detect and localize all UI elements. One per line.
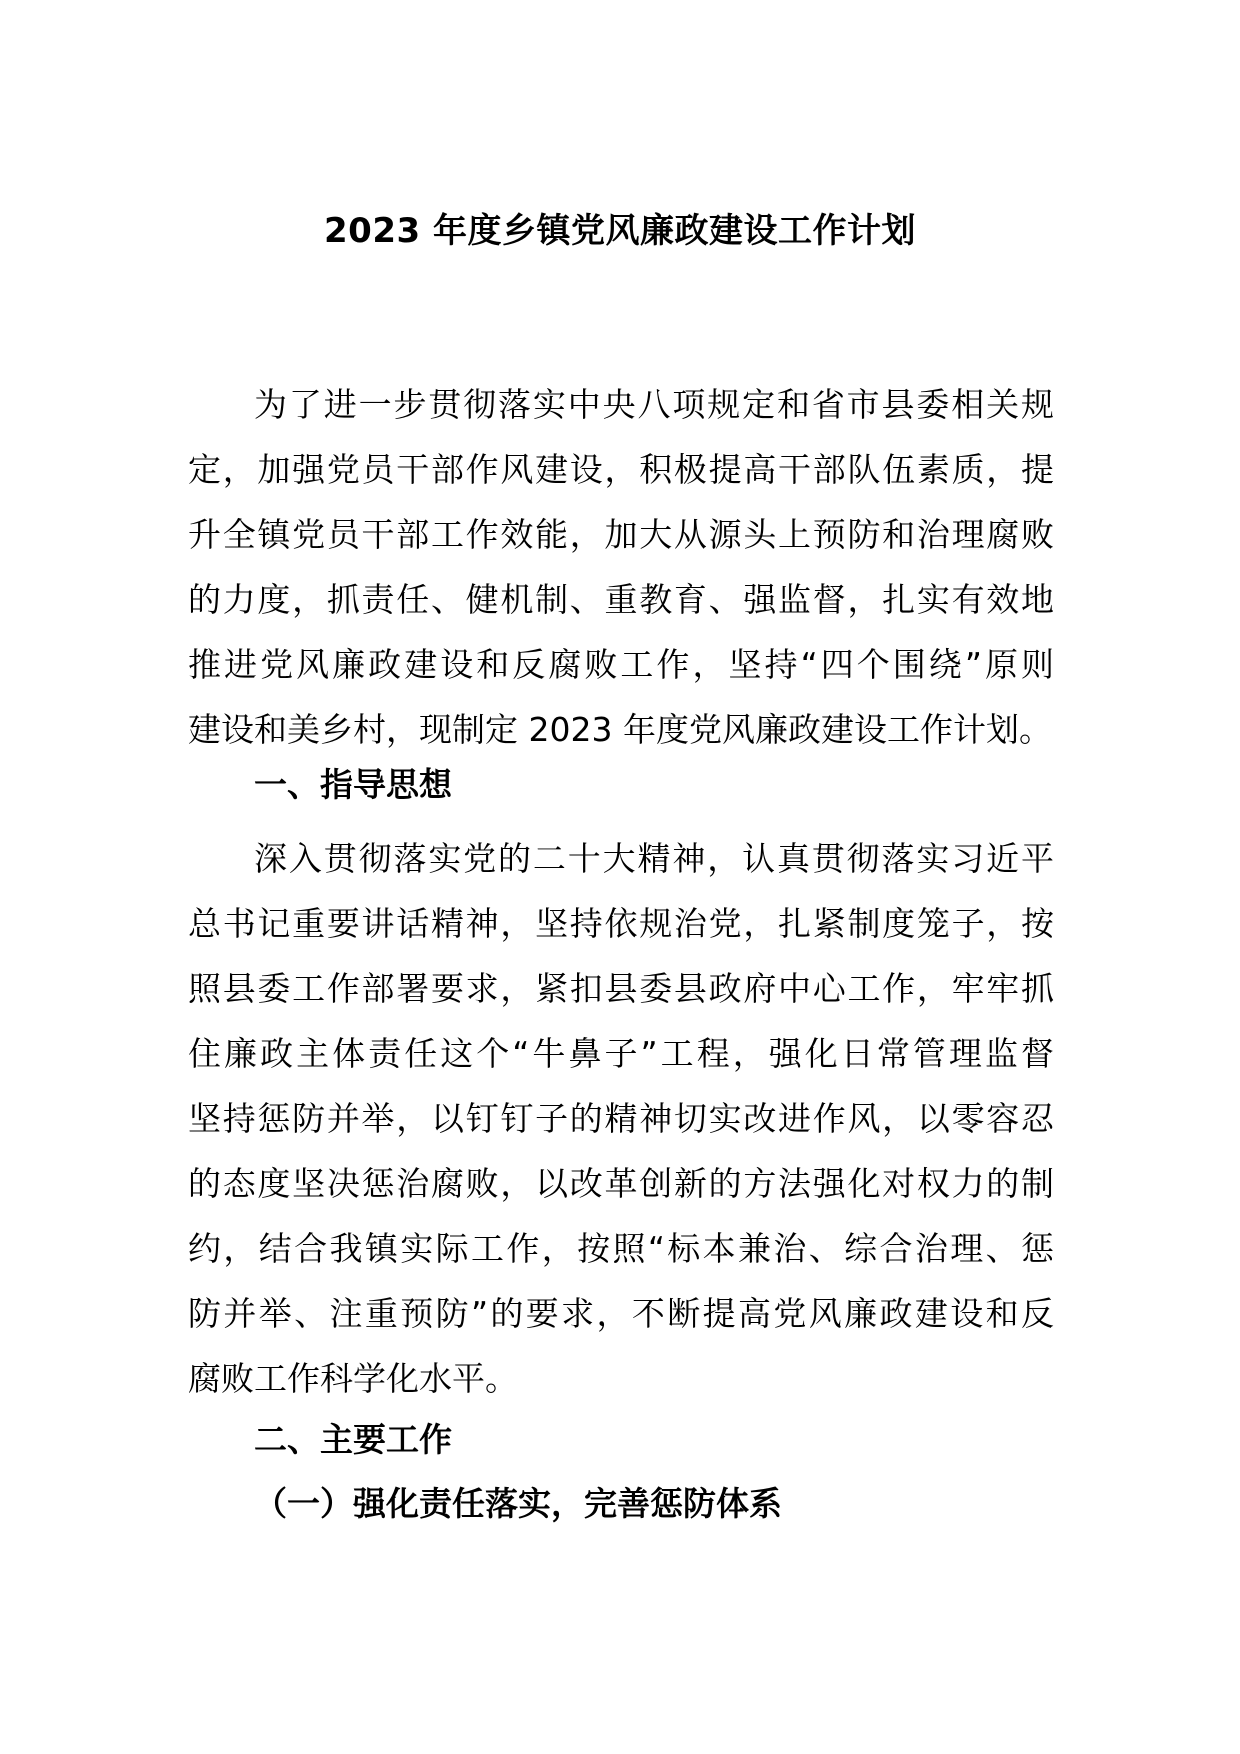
paragraph-line: 防并举、注重预防”的要求，不断提高党风廉政建设和反: [188, 1294, 1054, 1333]
section-heading-main-work: 二、主要工作: [254, 1420, 452, 1459]
intro-line: 推进党风廉政建设和反腐败工作，坚持“四个围绕”原则: [188, 645, 1054, 684]
paragraph-line: 的态度坚决惩治腐败，以改革创新的方法强化对权力的制: [188, 1164, 1054, 1203]
intro-paragraph: [188, 372, 1054, 762]
paragraph-line: 总书记重要讲话精神，坚持依规治党，扎紧制度笼子，按: [188, 904, 1054, 943]
intro-line: 的力度，抓责任、健机制、重教育、强监督，扎实有效地: [188, 580, 1054, 619]
section-heading-guiding-ideology: 一、指导思想: [254, 765, 452, 804]
intro-line: 为了进一步贯彻落实中央八项规定和省市县委相关规: [254, 385, 1054, 424]
paragraph-line: 坚持惩防并举，以钉钉子的精神切实改进作风，以零容忍: [188, 1099, 1054, 1138]
paragraph-line: 约，结合我镇实际工作，按照“标本兼治、综合治理、惩: [188, 1229, 1054, 1268]
paragraph-line: 住廉政主体责任这个“牛鼻子”工程，强化日常管理监督: [188, 1034, 1054, 1073]
document-title: 2023 年度乡镇党风廉政建设工作计划: [324, 211, 916, 251]
subsection-heading: （一）强化责任落实，完善惩防体系: [254, 1484, 782, 1523]
guiding-ideology-paragraph: [188, 826, 1054, 1411]
intro-line: 升全镇党员干部工作效能，加大从源头上预防和治理腐败: [188, 515, 1054, 554]
intro-line: 建设和美乡村，现制定 2023 年度党风廉政建设工作计划。: [188, 710, 1052, 749]
paragraph-line: 照县委工作部署要求，紧扣县委县政府中心工作，牢牢抓: [188, 969, 1054, 1008]
paragraph-line: 腐败工作科学化水平。: [188, 1359, 518, 1398]
paragraph-line: 深入贯彻落实党的二十大精神，认真贯彻落实习近平: [254, 839, 1054, 878]
intro-line: 定，加强党员干部作风建设，积极提高干部队伍素质，提: [188, 450, 1054, 489]
